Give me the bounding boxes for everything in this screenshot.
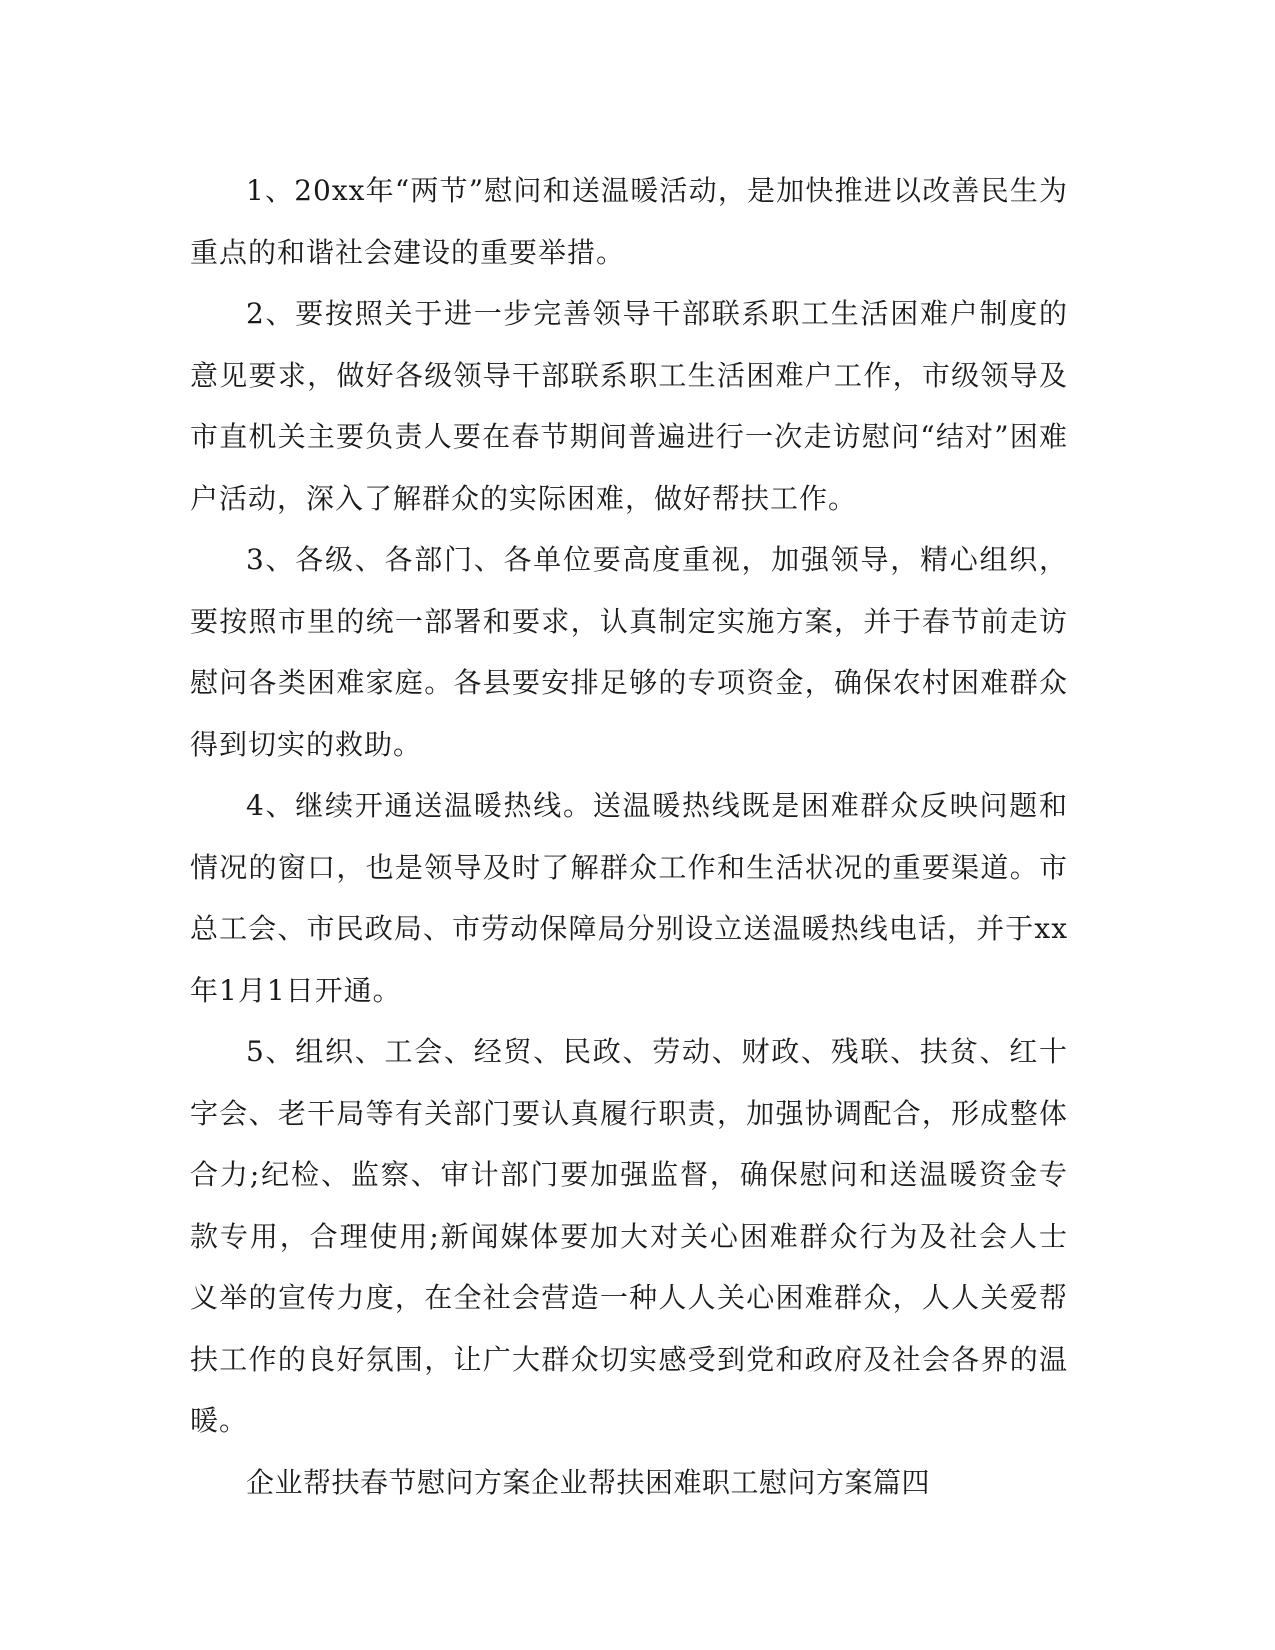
- paragraph-2: 2、要按照关于进一步完善领导干部联系职工生活困难户制度的意见要求，做好各级领导干部联系职工生活困难户工作，市级领导及市直机关主要负责人要在春节期间普遍进行一次走访慰问“结对”困难户活动，深入了解群众的实际困难，做好帮扶工作。: [190, 297, 1068, 515]
- paragraph-3: 3、各级、各部门、各单位要高度重视，加强领导，精心组织，要按照市里的统一部署和要求，认真制定实施方案，并于春节前走访慰问各类困难家庭。各县要安排足够的专项资金，确保农村困难群众得到切实的救助。: [190, 543, 1068, 761]
- paragraph-5: 5、组织、工会、经贸、民政、劳动、财政、残联、扶贫、红十字会、老干局等有关部门要认真履行职责，加强协调配合，形成整体合力;纪检、监察、审计部门要加强监督，确保慰问和送温暖资金专款专用，合理使用;新闻媒体要加大对关心困难群众行为及社会人士义举的宣传力度，在全社会营造一种人人关心困难群众，人人关爱帮扶工作的良好氛围，让广大群众切实感受到党和政府及社会各界的温暖。: [190, 1035, 1068, 1437]
- document-body: [190, 160, 1068, 1513]
- paragraph-1: 1、20xx年“两节”慰问和送温暖活动，是加快推进以改善民生为重点的和谐社会建设的重要举措。: [190, 174, 1068, 269]
- paragraph-4: 4、继续开通送温暖热线。送温暖热线既是困难群众反映问题和情况的窗口，也是领导及时了解群众工作和生活状况的重要渠道。市总工会、市民政局、市劳动保障局分别设立送温暖热线电话，并于xx年1月1日开通。: [190, 789, 1068, 1007]
- section-heading: 企业帮扶春节慰问方案企业帮扶困难职工慰问方案篇四: [246, 1465, 931, 1499]
